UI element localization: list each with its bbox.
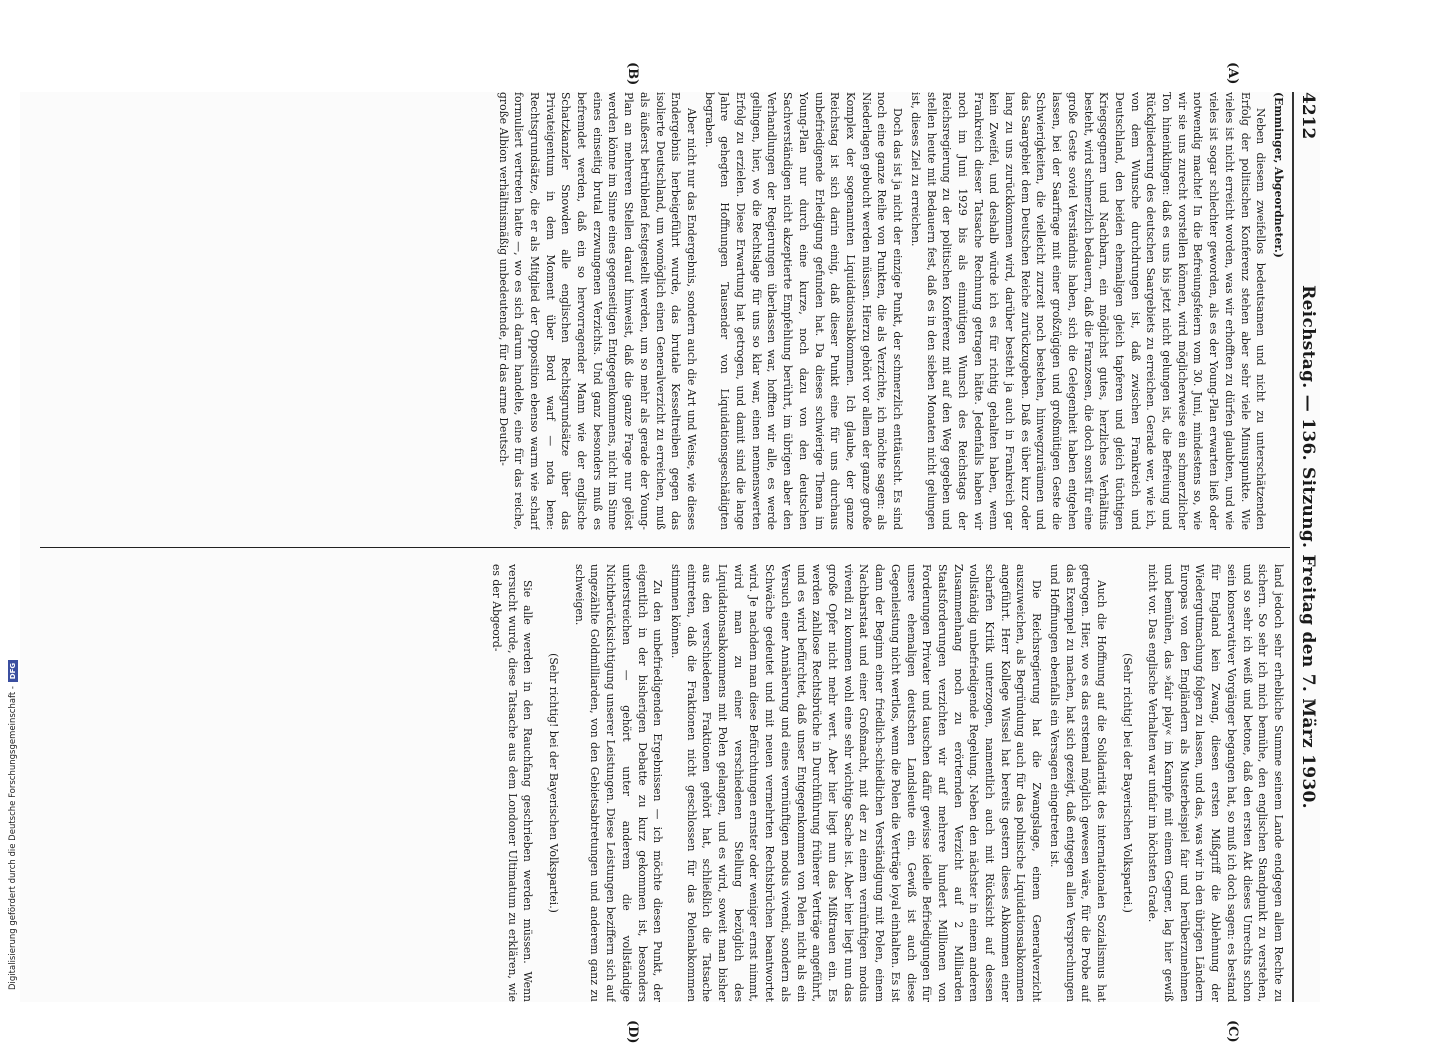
applause-note: (Sehr richtig! bei der Bayerischen Volkspartei.): [1120, 653, 1134, 913]
margin-marker-a: (A): [1225, 62, 1240, 85]
speaker-line: (Emminger, Abgeordneter.): [1272, 92, 1285, 258]
applause-note: (Sehr richtig! bei der Bayerischen Volkspartei.): [547, 653, 561, 913]
dfg-logo: DFG: [8, 660, 18, 682]
digitization-note: [8, 660, 18, 990]
margin-marker-d: (D): [625, 1020, 640, 1044]
margin-marker-c: (C): [1225, 1020, 1240, 1043]
margin-marker-b: (B): [625, 62, 640, 86]
header-rule: [1293, 92, 1295, 1002]
paragraph: Die Reichsregierung hat die Zwangslage, einem Generalverzicht auszuweichen, als Begründung auch für das polnische Liquidationsabkommen angeführt. Herr Kollege Wissel hat bereits gestern dieses Abkommen einer scharfen Kritik unterzogen, namentlich auch mit Rücksicht auf dessen vollständig unbefriedigende Regelung. Neben den nächster in einem anderen Zusammenhang noch zu erörternden Verzicht auf 2 Milliarden Staatsforderungen verzichten wir auf mehrere hundert Millionen von Forderungen Privater und tauschen dafür gewisse ideelle Befriedigungen für unsere ehemaligen deutschen Landsleute ein. Gewiß ist auch diese Gegenleistung nicht wertlos, wenn die Polen die Verträge loyal einhalten. Es ist dann der Beginn einer friedlich-schiedlichen Verständigung mit Polen, einem Nachbarstaat und einer Großmacht, mit der zu einem vernünftigen modus vivendi zu kommen wohl eine sehr wichtige Sache ist. Aber hier liegt nun das große Opfer nicht mehr wert. Aber hier liegt nun das Mißtrauen ein. Es werden zahllose Rechtsbrüche in Durchführung früherer Verträge angeführt, und es wird befürchtet, daß unser Entgegenkommen von Polen nicht als ein Versuch einer Annäherung und eines vernünftigen modus vivendi, sondern als Schwäche gedeutet und mit neuen vermehrten Rechtsbrüchen beantwortet wird. Je nachdem man diese Befürchtungen ernster oder weniger ernst nimmt, wird man zu einer verschiedenen Stellung bezüglich des Liquidationsabkommens mit Polen gelangen, und es wird, soweit man bisher aus den verschiedenen Fraktionen gehört hat, schließlich die Tatsache eintreten, daß die Fraktionen nicht geschlossen für das Polenabkommen stimmen können.: [668, 564, 1044, 1002]
column-divider: [40, 547, 1290, 548]
digitization-text: Digitalisierung gefördert durch die Deutsche Forschungsgemeinschaft -: [8, 686, 18, 990]
paragraph: Sie alle werden in den Rauchfang geschrieben werden müssen. Wenn versucht wurde, diese Tatsache aus dem Londoner Ultimatum zu erklären, wie es der Abgeord-: [489, 564, 535, 1002]
paragraph: Zu den unbefriedigenden Ergebnissen — ich möchte diesen Punkt, der eigentlich in der bisherigen Debatte zu kurz gekommen ist, besonders unterstreichen — gehört unter anderem die vollständige Nichtberücksichtigung unserer Leistungen. Diese Leistungen beziffern sich auf ungezählte Goldmilliarden, von den Gebietsabtretungen und anderem ganz zu schweigen.: [572, 564, 665, 1002]
paragraph: land jedoch sehr erhebliche Summe seinem Lande endgegen allem Rechte zu sichern. So sehr ich mich bemühe, den englischen Standpunkt zu verstehen, und so sehr ich weiß und betone, daß den ersten Akt dieses Unrechts schon sein konservativer Vorgänger begangen hat, so muß ich doch sagen: es bestand für England kein Zwang, diesen ersten Mißgriff die Ablehnung der Wiedergutmachung folgen zu lassen, und das, was wir in den übrigen Ländern Europas von den Engländern als Musterbeispiel fair und herüberzunehmen und bemühen, das »fair play« im Kampfe mit einem Gegner, lag hier gewiß nicht vor. Das englische Verhalten war unfair im höchsten Grade.: [1146, 564, 1285, 1002]
right-column: [36, 564, 1286, 1002]
paragraph: Aber nicht nur das Endergebnis, sondern auch die Art und Weise, wie dieses Endergebnis herbeigeführt wurde, das brutale Kesseltreiben gegen das isolierte Deutschland, um womöglich einen Generalverzicht zu erreichen, muß als äußerst betrüblend festgestellt werden, um so mehr als gerade der Young-Plan an mehreren Stellen darauf hinweist, daß die ganze Frage nur gelöst werden könne im Sinne eines gegenseitigen Entgegenkommens, nicht im Sinne eines einseitig brutal erzwungenen Verzichts. Und ganz besonders muß es befremdet werden, daß ein so hervorragender Mann wie der englische Schatzkanzler Snowden alle englischen Rechtsgrundsätze über das Privateigentum in dem Moment über Bord warf — nota bene: Rechtsgrundsätze, die er als Mitglied der Opposition ebenso warm wie scharf formuliert vertreten hatte —, wo es sich darum handelte, eine für das reiche, große Albion verhältnismäßig unbedeutende, für das arme Deutsch-: [496, 92, 698, 530]
paragraph: Doch das ist ja nicht der einzige Punkt, der schmerzlich enttäuscht. Es sind noch eine ganze Reihe von Punkten, die als Verzichte, ich möchte sagen: als Niederlagen gebucht werden müssen. Hierzu gehört vor allem der ganze große Komplex der sogenannten Liquidationsabkommen. Ich glaube, der ganze Reichstag ist sich darin einig, daß dieser Punkt eine für uns durchaus unbefriedigende Erledigung gefunden hat. Da dieses schwierige Thema im Young-Plan nur durch eine kurze, noch dazu von den deutschen Sachverständigen nicht akzeptierte Empfehlung berührt, im übrigen aber den Verhandlungen der Regierungen überlassen war, hofften wir alle, es werde gelingen, hier, wo die Rechtslage für uns so klar war, einen nennenswerten Erfolg zu erzielen. Diese Erwartung hat getrogen, und damit sind die lange Jahre gehegten Hoffnungen Tausender von Liquidationsgeschädigten begraben.: [702, 92, 905, 530]
page-number: 4212: [1298, 92, 1318, 140]
paragraph: Neben diesem zweifellos bedeutsamen und nicht zu unterschätzenden Erfolg der politischen Konferenz stehen aber sehr viele Minuspunkte. Wie vieles ist nicht erreicht worden, was wir erhofften zu dürfen glaubten, und wie vieles ist sogar schlechter geworden, als es der Young-Plan erwarten ließ oder notwendig machte! In die Befreiungsfeiern vom 30. Juni, mindestens so, wie wir sie uns zurecht vorstellen können, wird möglicherweise ein schmerzlicher Ton hineinklingen: daß es uns bis jetzt nicht gelungen ist, die Befreiung und Rückgliederung des deutschen Saargebiets zu erreichen. Gerade wer, wie ich, von dem Wunsche durchdrungen ist, daß zwischen Frankreich und Deutschland, den beiden ehemaligen gleich tapferen und gleich tüchtigen Kriegsgegnern und Nachbarn, ein möglichst gutes, herzliches Verhältnis besteht, wird schmerzlich bedauern, daß die Franzosen, die doch sonst für eine große Geste soviel Verständnis haben, sich die Gelegenheit haben entgehen lassen, bei der Saarfrage mit einer großzügigen und großmütigen Geste die Schwierigkeiten, die vielleicht zurzeit noch bestehen, hinwegzuräumen und das Saargebiet dem Deutschen Reiche zurückzugeben. Daß es über kurz oder lang zu uns zurückkommen wird, darüber besteht ja auch in Frankreich gar kein Zweifel, und deshalb würde ich es für richtig gehalten haben, wenn Frankreich dieser Tatsache Rechnung getragen hätte. Jedenfalls haben wir noch im Juni 1929 bis als einmütigen Wunsch des Reichstags der Reichsregierung zu der politischen Konferenz mit auf den Weg gegeben und stellen heute mit Bedauern fest, daß es in den sieben Monaten nicht gelungen ist, dieses Ziel zu erreichen.: [908, 92, 1268, 530]
page-header: [1294, 92, 1320, 1002]
page-title: Reichstag. — 136. Sitzung. Freitag den 7. März 1930.: [1298, 285, 1318, 809]
scanned-page: [20, 62, 1320, 1044]
left-column: [36, 92, 1286, 530]
paragraph: Auch die Hoffnung auf die Solidarität des internationalen Sozialismus hat getrogen. Hier, wo es das erstemal möglich gewesen wäre, für die Probe auf das Exempel zu machen, hat sich gezeigt, daß entgegen allen Versprechungen und Hoffnungen ebenfalls ein Versagen eingetreten ist.: [1047, 564, 1108, 1002]
